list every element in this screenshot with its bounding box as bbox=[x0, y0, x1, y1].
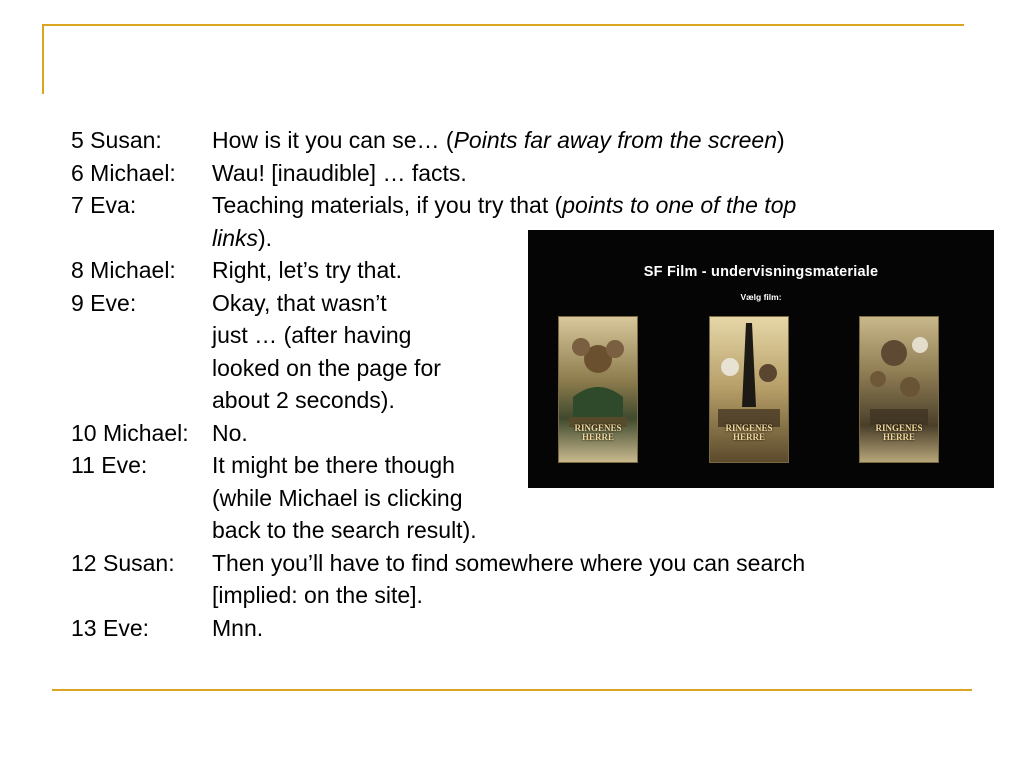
utterance-text bbox=[212, 384, 395, 417]
speaker-label: 8 Michael: bbox=[71, 257, 176, 283]
utterance-text bbox=[212, 579, 423, 612]
stage-direction: Points far away from the screen bbox=[453, 127, 778, 153]
speaker-label bbox=[71, 482, 212, 515]
speaker-label bbox=[71, 579, 212, 612]
screenshot-subtitle: Vælg film: bbox=[740, 292, 782, 302]
movie-poster-3[interactable] bbox=[859, 316, 939, 463]
poster-3-title: RINGENES HERRE bbox=[875, 423, 923, 442]
spoken-text: about 2 seconds). bbox=[212, 387, 395, 413]
utterance-text bbox=[212, 157, 467, 190]
spoken-text: Right, let’s try that. bbox=[212, 257, 403, 283]
spoken-text: Teaching materials, if you try that ( bbox=[212, 192, 563, 218]
speaker-label bbox=[71, 319, 212, 352]
speaker-label: 13 Eve: bbox=[71, 614, 149, 641]
utterance-text bbox=[212, 254, 402, 287]
screenshot-title: SF Film - undervisningsmateriale bbox=[643, 264, 879, 280]
speaker-label: 7 Eva: bbox=[71, 192, 137, 218]
utterance-text bbox=[212, 189, 796, 222]
spoken-text: It might be there though bbox=[212, 452, 455, 478]
spoken-text: Then you’ll have to find somewhere where you can search bbox=[212, 549, 806, 576]
speaker-label: 11 Eve: bbox=[71, 452, 148, 478]
transcript-line bbox=[71, 514, 971, 547]
movie-poster-1[interactable] bbox=[558, 316, 638, 463]
spoken-text: (while Michael is clicking bbox=[212, 484, 463, 511]
utterance-text bbox=[212, 124, 785, 157]
spoken-text: [implied: on the site]. bbox=[212, 582, 423, 608]
spoken-text: No. bbox=[212, 419, 248, 446]
transcript-line bbox=[71, 612, 971, 645]
transcript-line bbox=[71, 547, 971, 580]
spoken-text: ). bbox=[258, 224, 273, 251]
utterance-text bbox=[212, 222, 272, 255]
spoken-text: Mnn. bbox=[212, 614, 264, 641]
utterance-text bbox=[212, 482, 463, 515]
left-rule bbox=[42, 24, 44, 94]
speaker-label bbox=[71, 222, 212, 255]
transcript-line bbox=[71, 124, 971, 157]
transcript-line bbox=[71, 189, 971, 222]
speaker-label bbox=[71, 384, 212, 417]
spoken-text: Okay, that wasn’t bbox=[212, 289, 387, 316]
speaker-label: 10 Michael: bbox=[71, 419, 189, 446]
utterance-text bbox=[212, 417, 248, 450]
speaker-label: 5 Susan: bbox=[71, 127, 162, 153]
utterance-text bbox=[212, 352, 441, 385]
spoken-text: just … (after having bbox=[212, 322, 412, 348]
utterance-text bbox=[212, 319, 411, 352]
bottom-rule bbox=[52, 689, 972, 691]
utterance-text bbox=[212, 287, 387, 320]
top-rule bbox=[42, 24, 964, 26]
spoken-text: How is it you can se… ( bbox=[212, 127, 454, 153]
spoken-text: back to the search result). bbox=[212, 517, 477, 543]
poster-2-title: RINGENES HERRE bbox=[725, 423, 773, 442]
movie-poster-2[interactable] bbox=[709, 316, 789, 463]
speaker-label: 9 Eve: bbox=[71, 289, 137, 316]
poster-1-title: RINGENES HERRE bbox=[574, 423, 622, 442]
spoken-text: Wau! [inaudible] … facts. bbox=[212, 159, 467, 186]
utterance-text bbox=[212, 514, 477, 547]
utterance-text bbox=[212, 612, 263, 645]
embedded-screenshot bbox=[528, 230, 994, 488]
stage-direction: points to one of the top bbox=[562, 192, 797, 218]
speaker-label: 12 Susan: bbox=[71, 549, 175, 576]
utterance-text bbox=[212, 449, 455, 482]
stage-direction: links bbox=[212, 224, 259, 251]
transcript-line bbox=[71, 579, 971, 612]
utterance-text bbox=[212, 547, 805, 580]
spoken-text: ) bbox=[777, 127, 785, 153]
speaker-label: 6 Michael: bbox=[71, 159, 176, 186]
transcript-line bbox=[71, 157, 971, 190]
speaker-label bbox=[71, 514, 212, 547]
spoken-text: looked on the page for bbox=[212, 354, 441, 381]
speaker-label bbox=[71, 352, 212, 385]
